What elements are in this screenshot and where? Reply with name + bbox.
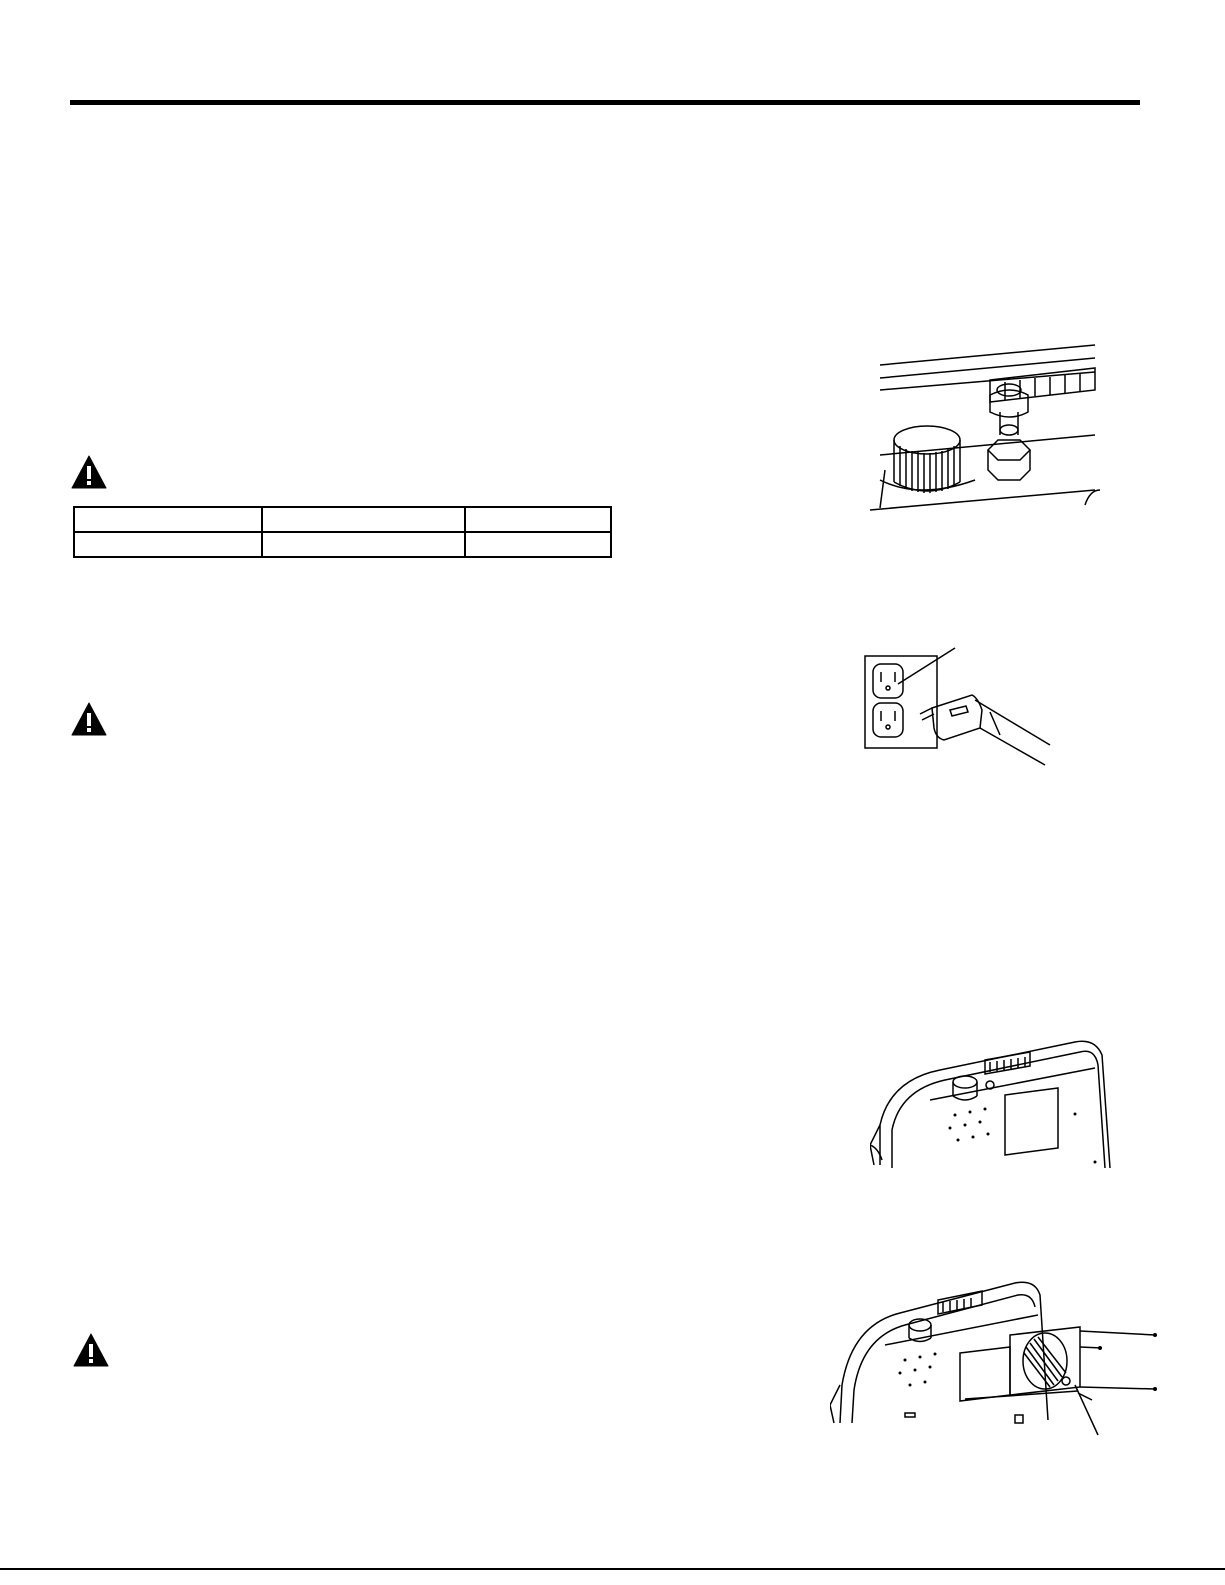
footer-rule [0, 1568, 1225, 1570]
table-cell [262, 532, 465, 557]
header-rule [70, 100, 1140, 105]
warning-triangle-icon [71, 702, 107, 736]
table-cell [74, 532, 262, 557]
table-cell [465, 507, 611, 532]
heater-fan-illustration [830, 1275, 1160, 1445]
heater-back-illustration [870, 1030, 1115, 1170]
table-row [74, 507, 611, 532]
knob-valve-illustration [860, 340, 1105, 520]
table-row [74, 532, 611, 557]
spec-table [73, 506, 612, 558]
warning-triangle-icon [73, 1333, 109, 1367]
outlet-plug-illustration [860, 640, 1060, 770]
table-cell [465, 532, 611, 557]
table-cell [74, 507, 262, 532]
warning-triangle-icon [71, 455, 107, 489]
table-cell [262, 507, 465, 532]
